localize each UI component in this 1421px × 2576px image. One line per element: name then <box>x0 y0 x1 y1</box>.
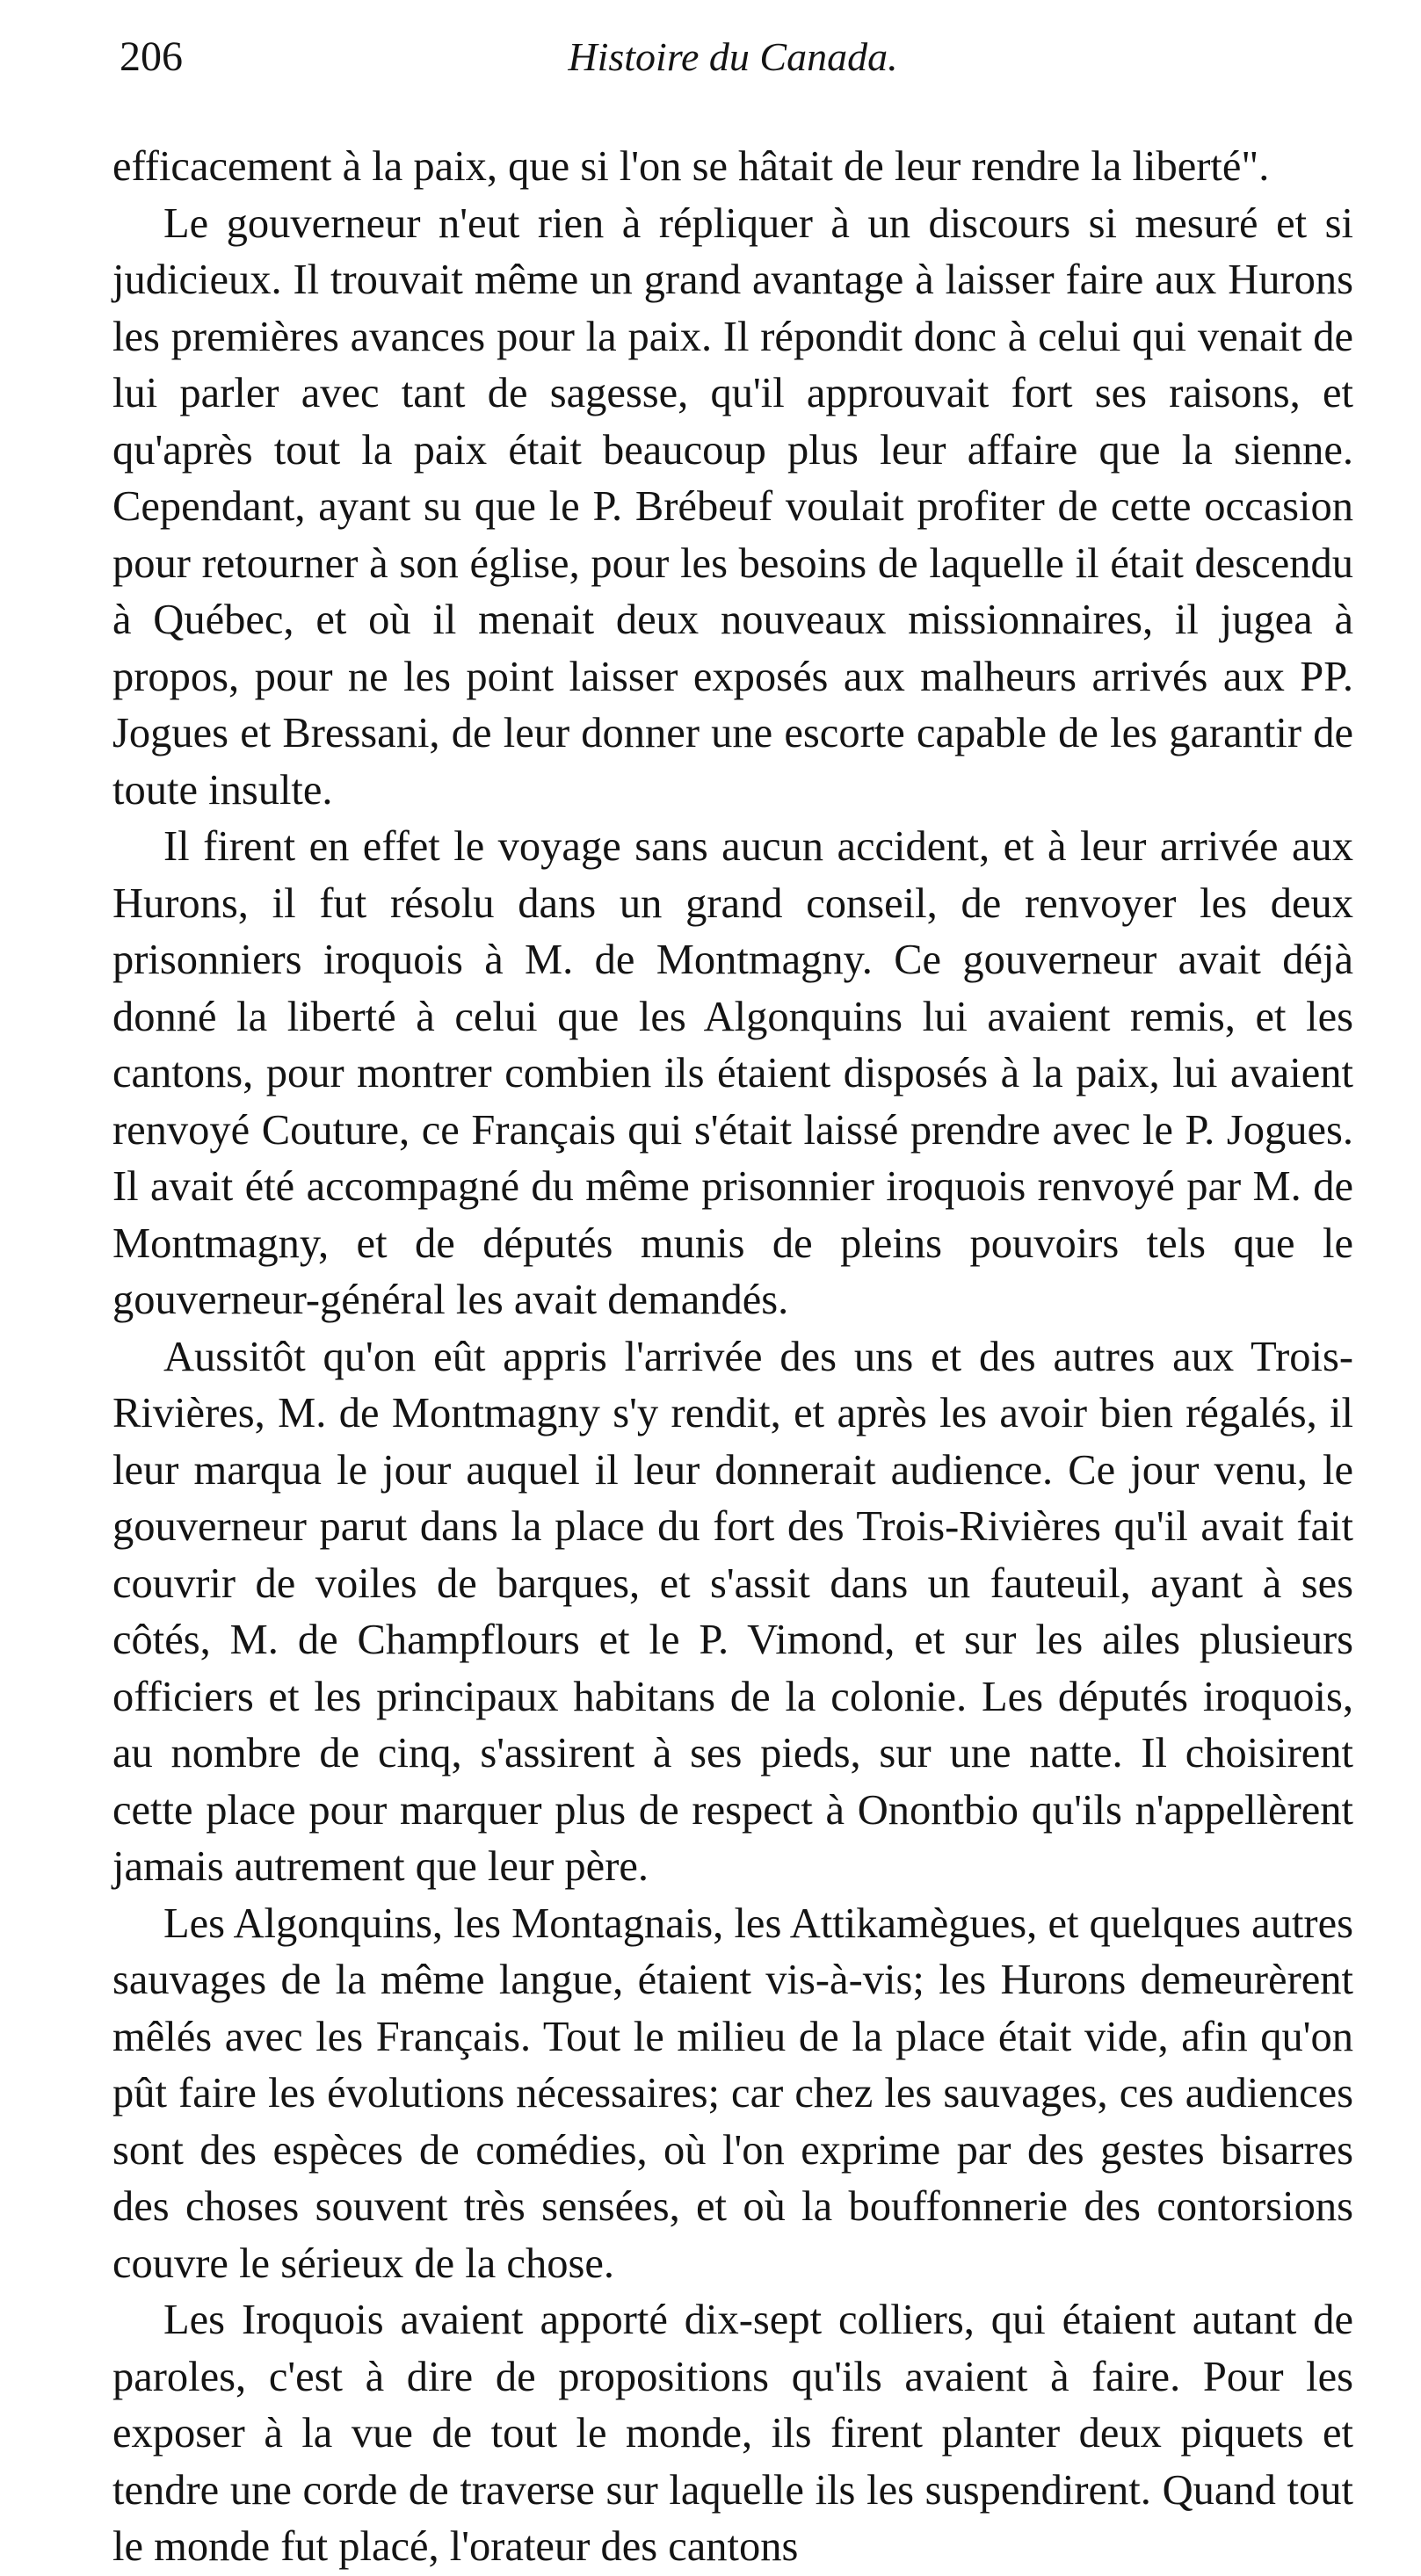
page-number: 206 <box>120 33 183 80</box>
paragraph: Les Iroquois avaient apporté dix-sept colliers, qui étaient autant de paroles, c'est à dire de propositions qu'ils avaient à faire. Pour les exposer à la vue de tout le monde, ils firent planter deux piquets et tendre une corde de traverse sur laquelle ils les suspendirent. Quand tout le monde fut placé, l'orateur des cantons <box>112 2297 1353 2570</box>
running-title: Histoire du Canada. <box>568 34 898 79</box>
paragraph: Aussitôt qu'on eût appris l'arrivée des uns et des autres aux Trois-Rivières, M. de Montmagny s'y rendit, et après les avoir bien régalés, il leur marqua le jour auquel il leur donnerait audience. Ce jour venu, le gouverneur parut dans la place du fort des Trois-Rivières qu'il avait fait couvrir de voiles de barques, et s'assit dans un fauteuil, ayant à ses côtés, M. de Champflours et le P. Vimond, et sur les ailes plusieurs officiers et les principaux habitans de la colonie. Les députés iroquois, au nombre de cinq, s'assirent à ses pieds, sur une natte. Il choisirent cette place pour marquer plus de respect à Onontbio qu'ils n'appellèrent jamais autrement que leur père. <box>112 1333 1353 1890</box>
paragraph: Les Algonquins, les Montagnais, les Attikamègues, et quelques autres sauvages de la même langue, étaient vis-à-vis; les Hurons demeurèrent mêlés avec les Français. Tout le milieu de la place était vide, afin qu'on pût faire les évolutions nécessaires; car chez les sauvages, ces audiences sont des espèces de comédies, où l'on exprime par des gestes bisarres des choses souvent très sensées, et où la bouffonnerie des contorsions couvre le sérieux de la chose. <box>112 1899 1353 2287</box>
book-page <box>112 26 1353 2570</box>
paragraph: Il firent en effet le voyage sans aucun accident, et à leur arrivée aux Hurons, il fut résolu dans un grand conseil, de renvoyer les deux prisonniers iroquois à M. de Montmagny. Ce gouverneur avait déjà donné la liberté à celui que les Algonquins lui avaient remis, et les cantons, pour montrer combien ils étaient disposés à la paix, lui avaient renvoyé Couture, ce Français qui s'était laissé prendre avec le P. Jogues. Il avait été accompagné du même prisonnier iroquois renvoyé par M. de Montmagny, et de députés munis de pleins pouvoirs tels que le gouverneur-général les avait demandés. <box>112 823 1353 1323</box>
paragraph: Le gouverneur n'eut rien à répliquer à un discours si mesuré et si judicieux. Il trouvait même un grand avantage à laisser faire aux Hurons les premières avances pour la paix. Il répondit donc à celui qui venait de lui parler avec tant de sagesse, qu'il approuvait fort ses raisons, et qu'après tout la paix était beaucoup plus leur affaire que la sienne. Cependant, ayant su que le P. Brébeuf voulait profiter de cette occasion pour retourner à son église, pour les besoins de laquelle il était descendu à Québec, et où il menait deux nouveaux missionnaires, il jugea à propos, pour ne les point laisser exposés aux malheurs arrivés aux PP. Jogues et Bressani, de leur donner une escorte capable de les garantir de toute insulte. <box>112 199 1353 814</box>
running-head <box>112 26 1353 88</box>
body-text <box>112 139 1353 2576</box>
paragraph-continuation: efficacement à la paix, que si l'on se hâtait de leur rendre la liberté". <box>112 143 1270 190</box>
